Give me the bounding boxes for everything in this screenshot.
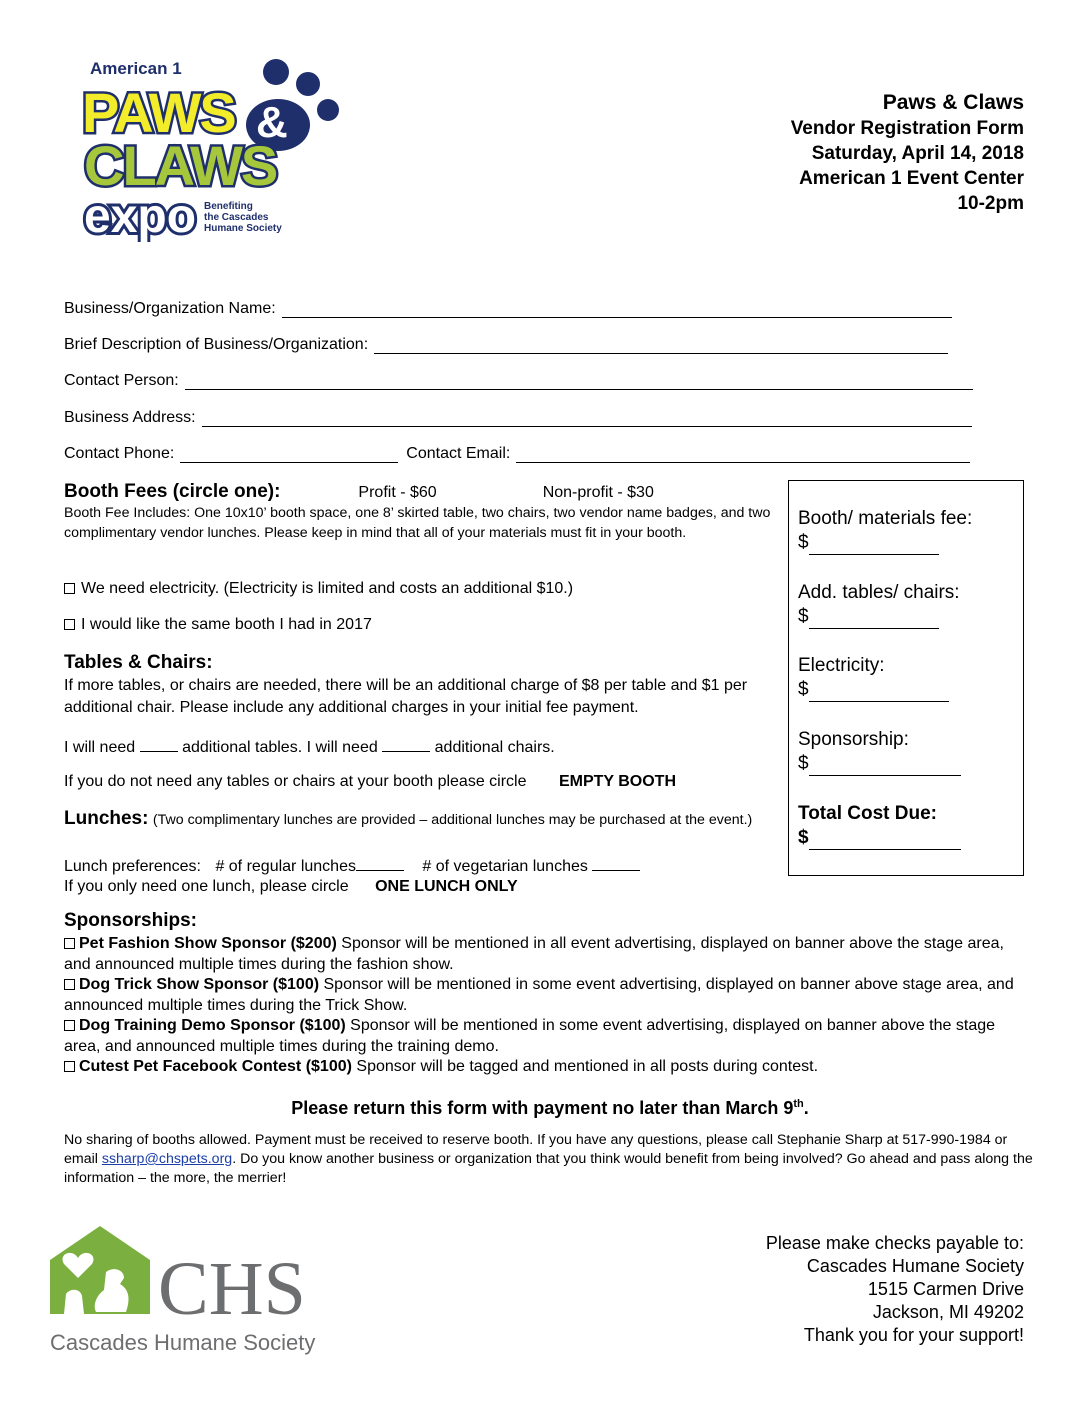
business-name-row <box>64 298 952 318</box>
need-text-2: additional tables. I will need <box>182 739 378 756</box>
regular-lunches-input[interactable] <box>356 856 404 871</box>
sponsorship-name: Pet Fashion Show Sponsor ($200) <box>79 935 337 952</box>
logo-american-1: American 1 <box>90 59 182 78</box>
address-row <box>64 407 972 427</box>
logo-paws: PAWS <box>82 81 235 144</box>
contact-email-link[interactable]: ssharp@chspets.org <box>101 1151 233 1167</box>
same-booth-option[interactable] <box>64 616 372 634</box>
one-lunch-row <box>64 878 518 896</box>
address-input[interactable] <box>202 410 972 427</box>
sponsorship-list <box>64 934 1026 1078</box>
sponsorship-item <box>64 934 1026 975</box>
sponsorship-name: Dog Training Demo Sponsor ($100) <box>79 1017 346 1034</box>
payable-street: 1515 Carmen Drive <box>867 1279 1024 1299</box>
empty-booth-text: If you do not need any tables or chairs at your booth please circle <box>64 773 527 790</box>
same-booth-label: I would like the same booth I had in 2017 <box>81 616 372 633</box>
currency-sign: $ <box>798 827 809 848</box>
phone-label: Contact Phone: <box>64 445 175 462</box>
total-label: Total Cost Due: <box>798 803 937 824</box>
logo-benefit-2: the Cascades <box>204 212 269 223</box>
sponsorship-checkbox[interactable] <box>64 979 75 990</box>
chs-abbr: CHS <box>158 1247 306 1331</box>
chairs-count-input[interactable] <box>382 737 430 752</box>
sponsorship-total-input[interactable] <box>809 757 961 776</box>
booth-fees-title: Booth Fees (circle one): <box>64 481 281 502</box>
address-label: Business Address: <box>64 409 196 426</box>
total-input[interactable] <box>809 831 961 850</box>
email-input[interactable] <box>516 446 970 463</box>
electricity-total <box>798 654 949 702</box>
tables-chairs-total <box>798 581 960 629</box>
logo-benefit-3: Humane Society <box>204 223 282 234</box>
currency-sign: $ <box>798 606 809 627</box>
currency-sign: $ <box>798 753 809 774</box>
electricity-label: We need electricity. (Electricity is limited and costs an additional $10.) <box>81 580 574 597</box>
tables-chairs-label: Add. tables/ chairs: <box>798 582 960 603</box>
contact-person-input[interactable] <box>185 373 973 390</box>
logo-claws: CLAWS <box>84 134 277 197</box>
booth-includes-text: Booth Fee Includes: One 10x10’ booth space, one 8’ skirted table, two chairs, two vendor name badges, and two complimentary vendor lunches. Please keep in mind that all of your materials must fit in your booth. <box>64 505 771 541</box>
description-label: Brief Description of Business/Organization: <box>64 336 369 353</box>
paws-claws-expo-logo <box>78 52 340 242</box>
regular-lunches-label: # of regular lunches <box>215 858 356 875</box>
profit-option[interactable]: Profit - $60 <box>358 484 437 501</box>
phone-input[interactable] <box>180 446 398 463</box>
same-booth-checkbox[interactable] <box>64 619 75 630</box>
header-venue: American 1 Event Center <box>799 168 1024 189</box>
business-name-input[interactable] <box>282 301 952 318</box>
sponsorship-item <box>64 975 1026 1016</box>
electricity-option[interactable] <box>64 580 573 598</box>
logo-expo: expo <box>84 190 197 242</box>
sponsorship-checkbox[interactable] <box>64 1020 75 1031</box>
description-row <box>64 334 948 354</box>
lunches-title: Lunches: <box>64 808 149 829</box>
lunches-note: (Two complimentary lunches are provided – additional lunches may be purchased at the event.) <box>152 812 753 828</box>
header-subtitle: Vendor Registration Form <box>790 118 1024 139</box>
payable-city: Jackson, MI 49202 <box>872 1302 1024 1322</box>
need-text-3: additional chairs. <box>434 739 555 756</box>
sponsorship-desc: Sponsor will be mentioned in all event advertising, displayed on banner above the stage area, and announced multiple times during the fashion show. <box>64 935 1004 973</box>
header-time: 10-2pm <box>957 193 1024 214</box>
sponsorship-desc: Sponsor will be mentioned in some event advertising, displayed on banner above the stage area, and announced multiple times during the training demo. <box>64 1017 996 1055</box>
empty-booth-row <box>64 773 676 791</box>
empty-booth-option[interactable]: EMPTY BOOTH <box>558 773 676 790</box>
booth-fee-label: Booth/ materials fee: <box>798 508 973 529</box>
booth-fee-input[interactable] <box>809 536 939 555</box>
logo-benefit-1: Benefiting <box>204 201 253 212</box>
business-name-label: Business/Organization Name: <box>64 300 276 317</box>
tables-chairs-input[interactable] <box>809 610 939 629</box>
chs-name: Cascades Humane Society <box>50 1330 316 1355</box>
one-lunch-option[interactable]: ONE LUNCH ONLY <box>375 878 518 895</box>
sponsorship-name: Cutest Pet Facebook Contest ($100) <box>79 1058 352 1075</box>
logo-amp: & <box>256 98 288 147</box>
header-date: Saturday, April 14, 2018 <box>811 143 1024 164</box>
sponsorship-item <box>64 1057 1026 1078</box>
notes-paragraph <box>64 1131 1034 1188</box>
sponsorship-desc: Sponsor will be mentioned in some event advertising, displayed on banner above stage area, and announced multiple times during the Trick Show. <box>64 976 1014 1014</box>
notes-text-2: . Do you know another business or organization that you think would benefit from being involved? Go ahead and pass along the information – the more, the merrier! <box>64 1151 1033 1186</box>
description-input[interactable] <box>374 337 948 354</box>
deadline-sup: th <box>793 1098 804 1110</box>
email-label: Contact Email: <box>406 445 511 462</box>
tables-chairs-need-row <box>64 737 555 757</box>
contact-person-row <box>64 370 973 390</box>
electricity-checkbox[interactable] <box>64 583 75 594</box>
deadline-end: . <box>803 1098 809 1118</box>
sponsorships-section <box>64 910 1024 932</box>
payable-thanks: Thank you for your support! <box>803 1325 1024 1345</box>
tables-chairs-title: Tables & Chairs: <box>64 652 213 673</box>
nonprofit-option[interactable]: Non-profit - $30 <box>542 484 654 501</box>
electricity-total-input[interactable] <box>809 683 949 702</box>
one-lunch-text: If you only need one lunch, please circle <box>64 878 349 895</box>
sponsorship-name: Dog Trick Show Sponsor ($100) <box>79 976 320 993</box>
booth-fee-total <box>798 507 972 555</box>
sponsorship-total <box>798 728 961 776</box>
chs-logo <box>48 1222 338 1362</box>
cost-summary-box <box>788 480 1024 876</box>
sponsorship-checkbox[interactable] <box>64 1061 75 1072</box>
tables-count-input[interactable] <box>140 737 178 752</box>
lunch-prefs-row <box>64 856 640 876</box>
need-text-1: I will need <box>64 739 136 756</box>
currency-sign: $ <box>798 532 809 553</box>
payable-heading: Please make checks payable to: <box>765 1233 1024 1253</box>
vegetarian-lunches-input[interactable] <box>592 856 640 871</box>
tables-chairs-section <box>64 652 779 719</box>
contact-person-label: Contact Person: <box>64 372 179 389</box>
deadline-notice <box>0 1098 1088 1119</box>
tables-chairs-text: If more tables, or chairs are needed, there will be an additional charge of $8 per table and $1 per additional chair. Please include any additional charges in your initial fee payment. <box>64 677 748 716</box>
payable-org: Cascades Humane Society <box>806 1256 1024 1276</box>
grand-total <box>798 802 961 850</box>
form-header <box>791 90 1024 216</box>
currency-sign: $ <box>798 679 809 700</box>
sponsorship-total-label: Sponsorship: <box>798 729 909 750</box>
sponsorship-desc: Sponsor will be tagged and mentioned in all posts during contest. <box>356 1058 819 1075</box>
phone-email-row <box>64 443 970 463</box>
sponsorship-item <box>64 1016 1026 1057</box>
vegetarian-lunches-label: # of vegetarian lunches <box>422 858 588 875</box>
booth-fees-section <box>64 481 784 543</box>
notes-text-1: No sharing of booths allowed. Payment must be received to reserve booth. If you have any questions, please call Stephanie Sharp at 517-990-1984 or email <box>64 1132 1008 1167</box>
header-title: Paws & Claws <box>882 91 1024 114</box>
payable-block <box>766 1232 1024 1347</box>
sponsorships-title: Sponsorships: <box>64 910 198 931</box>
lunches-section <box>64 808 776 831</box>
electricity-total-label: Electricity: <box>798 655 885 676</box>
sponsorship-checkbox[interactable] <box>64 938 75 949</box>
lunch-prefs-label: Lunch preferences: <box>64 858 201 875</box>
deadline-text: Please return this form with payment no later than March 9 <box>291 1098 794 1118</box>
